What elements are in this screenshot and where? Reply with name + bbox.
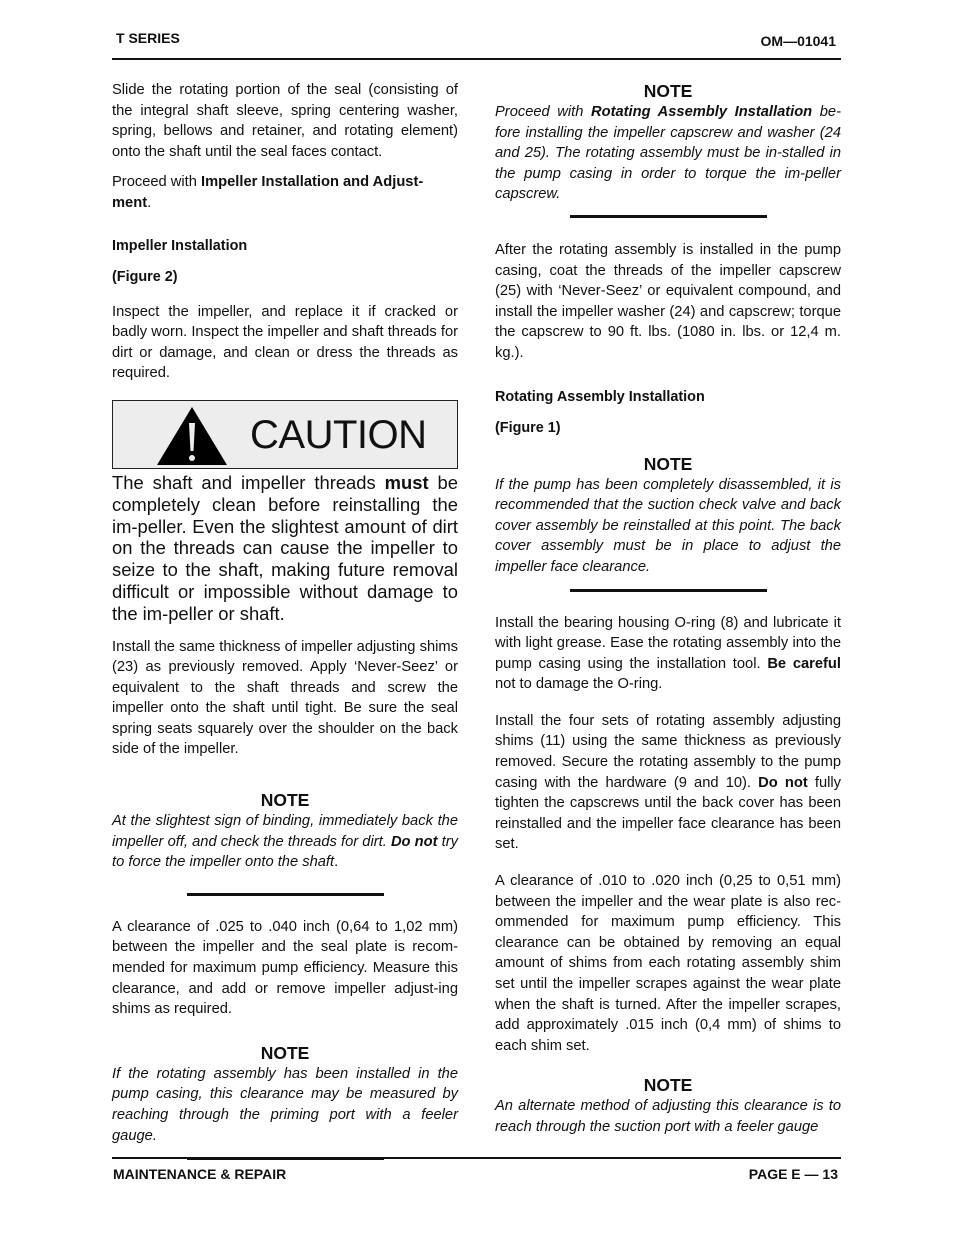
note-title: NOTE: [260, 1042, 310, 1063]
paragraph-capscrew-torque: After the rotating assembly is installed in the pump casing, coat the threads of the impeller capscrew (25) with ‘Never-Seez’ or equivalent compound, and install the impeller washer (24) and capscrew; torque the capscrew to 90 ft. lbs. (1080 in. lbs. or 12,4 m. kg.).: [495, 241, 841, 361]
paragraph-proceed-bold: Impeller Installation and Adjust-ment: [112, 174, 424, 211]
caution-text-a: The shaft and impeller threads: [112, 471, 385, 493]
heading-rotating-assembly-installation: Rotating Assembly Installation: [495, 388, 705, 405]
paragraph-rotating-shims-b: fully tighten the capscrews until the back cover has been reinstalled and the impeller face clearance has been set.: [495, 774, 842, 853]
note-binding-text-bold: Do not: [390, 833, 438, 850]
left-column: [112, 80, 458, 1160]
header-rule: [112, 58, 841, 60]
note-binding-text-c: .: [334, 854, 339, 871]
caution-text-bold: must: [384, 471, 429, 493]
note-title: NOTE: [643, 1075, 693, 1096]
paragraph-install-shims: Install the same thickness of impeller adjusting shims (23) as previously removed. Apply ‘Never-Seez’ or equivalent to the shaft threads and screw the impeller onto the shaft until tight. Be sure the seal spring seats squarely over the shoulder on the back side of the impeller.: [112, 638, 458, 758]
caution-banner: [112, 400, 458, 469]
paragraph-wear-plate-clearance: A clearance of .010 to .020 inch (0,25 to 0,51 mm) between the impeller and the wear plate is also rec-ommended for maximum pump efficiency. This clearance can be obtained by removing an equal amount of shims from each rotating assembly shim set until the impeller scrapes against the wear plate when the shaft is turned. After the impeller scrapes, add approximately .015 inch (0,4 mm) of shims to each shim set.: [495, 873, 841, 1054]
paragraph-bearing-oring: [495, 613, 841, 695]
paragraph-rotating-shims-a: Install the four sets of rotating assembly adjusting shims (11) using the same thickness as previously removed. Secure the rotating assembly to the pump casing with the hardware (9 and 10).: [495, 712, 841, 791]
note-binding-text-a: At the slightest sign of binding, immediately back the impeller off, and check the threads for dirt.: [112, 813, 458, 850]
caution-label: CAUTION: [250, 412, 427, 457]
paragraph-seal-slide: Slide the rotating portion of the seal (consisting of the integral shaft sleeve, spring centering washer, spring, bellows and retainer, and rotating element) onto the shaft until the seal faces contact.: [112, 82, 458, 160]
paragraph-bearing-oring-bold: Be careful: [767, 655, 841, 672]
note-proceed-rotating-text-bold: Rotating Assembly Installation: [591, 104, 813, 120]
paragraph-inspect-impeller: Inspect the impeller, and replace it if cracked or badly worn. Inspect the impeller and shaft threads for dirt or damage, and clean or dress the threads as required.: [112, 303, 458, 382]
right-column: [495, 80, 841, 1138]
paragraph-rotating-shims: [495, 711, 841, 855]
note-title: NOTE: [643, 81, 693, 101]
note-proceed-rotating-text-b: be-fore installing the impeller capscrew and washer (24 and 25). The rotating assembly must be in-stalled in the pump casing in order to torque the im-peller capscrew.: [495, 104, 841, 203]
note-proceed-rotating-text: [495, 102, 841, 205]
note-feeler-gauge-text: If the rotating assembly has been installed in the pump casing, this clearance may be measured by reaching through the priming port with a feeler gauge.: [112, 1065, 458, 1144]
figure-ref-2: (Figure 2): [112, 268, 178, 285]
note-divider: [570, 589, 767, 592]
footer-rule: [112, 1157, 841, 1159]
paragraph-rotating-shims-bold: Do not: [758, 774, 808, 791]
paragraph-bearing-oring-a: Install the bearing housing O-ring (8) and lubricate it with light grease. Ease the rotating assembly into the pump casing using the installation tool.: [495, 614, 841, 672]
header-series: T SERIES: [116, 30, 180, 46]
paragraph-bearing-oring-b: not to damage the O-ring.: [495, 676, 663, 693]
note-disassembled-text: If the pump has been completely disassembled, it is recommended that the suction check valve and back cover assembly be reinstalled at this point. The back cover assembly must be in place to adjust the impeller face clearance.: [495, 476, 841, 575]
footer-page-number: PAGE E — 13: [748, 1166, 838, 1182]
note-divider: [570, 215, 767, 218]
heading-impeller-installation: Impeller Installation: [112, 237, 248, 254]
note-title: NOTE: [260, 790, 310, 811]
note-proceed-rotating-text-a: Proceed with: [495, 104, 592, 120]
note-binding-text: [112, 811, 458, 873]
note-divider: [187, 893, 384, 896]
paragraph-proceed-text: Proceed with: [112, 174, 201, 191]
figure-ref-1: (Figure 1): [495, 419, 561, 436]
paragraph-proceed: [112, 172, 458, 213]
paragraph-proceed-suffix: .: [147, 194, 152, 211]
warning-triangle-icon: [155, 405, 229, 467]
paragraph-seal-plate-clearance: A clearance of .025 to .040 inch (0,64 to 1,02 mm) between the impeller and the seal plate is recom-mended for maximum pump efficiency. Measure this clearance, and add or remove impeller adjust-ing shims as required.: [112, 918, 458, 1018]
caution-text-b: be completely clean before reinstalling the im-peller. Even the slightest amount of dirt on the threads can cause the impeller to seize to the shaft, making future removal difficult or impossible without damage to the im-peller or shaft.: [112, 471, 458, 624]
note-alternate-method-text: An alternate method of adjusting this clearance is to reach through the suction port with a feeler gauge: [495, 1098, 841, 1135]
footer-section: MAINTENANCE & REPAIR: [113, 1166, 287, 1182]
header-doc-number: OM—01041: [760, 33, 836, 49]
caution-text: [112, 472, 458, 625]
note-title: NOTE: [643, 453, 693, 474]
note-binding-text-b: try to force the impeller onto the shaft: [112, 833, 458, 871]
